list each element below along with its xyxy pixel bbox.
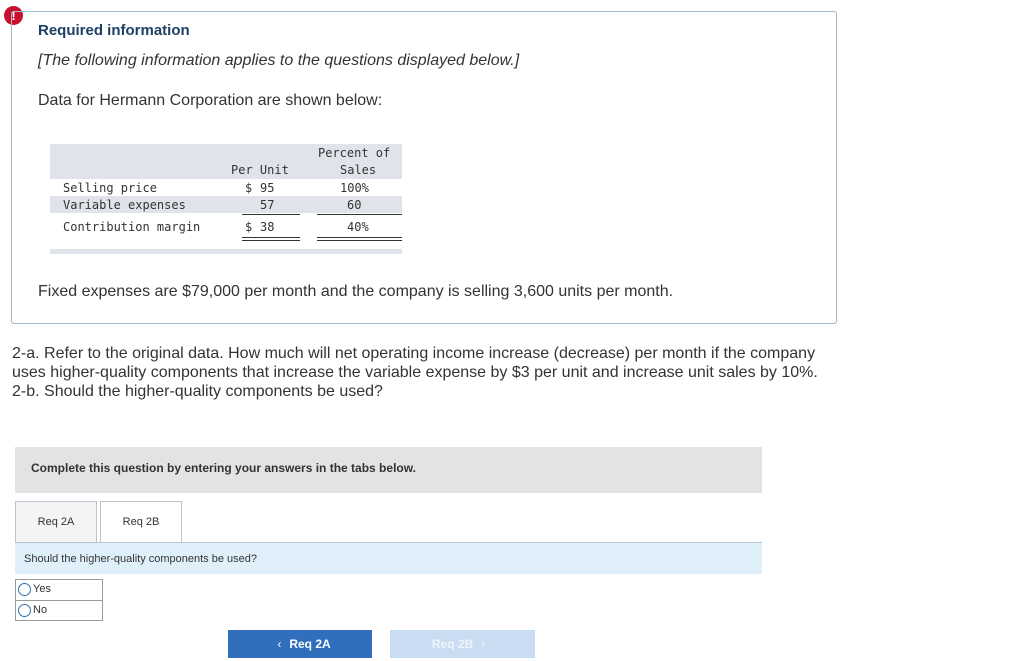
selling-price-per-unit: 95 <box>260 181 275 195</box>
question-text <box>12 344 832 401</box>
selling-price-sign: $ <box>245 181 253 195</box>
total-double-rule <box>242 237 300 238</box>
next-req-button[interactable] <box>390 630 535 658</box>
prev-req-label: Req 2A <box>289 637 331 651</box>
data-intro: Data for Hermann Corporation are shown below: <box>38 92 383 109</box>
subtotal-rule <box>242 214 300 215</box>
header-per-unit: Per Unit <box>231 163 289 177</box>
radio-button-icon[interactable] <box>18 604 31 617</box>
variable-expenses-percent: 60 <box>347 198 362 212</box>
radio-button-icon[interactable] <box>18 583 31 596</box>
total-double-rule <box>317 240 402 241</box>
alert-icon: ! <box>4 6 23 25</box>
option-no[interactable] <box>16 600 102 621</box>
contribution-margin-percent: 40% <box>347 220 369 234</box>
financial-data-table <box>50 144 402 254</box>
instruction-text: Complete this question by entering your answers in the tabs below. <box>31 461 416 475</box>
contribution-margin-sign: $ <box>245 220 253 234</box>
option-yes[interactable] <box>16 580 102 600</box>
question-prompt-bar <box>15 543 762 574</box>
question-part-a: 2-a. Refer to the original data. How much will net operating income increase (decrease) per month if the company uses higher-quality components that increase the variable expense by $3 per unit and increase unit sales by 10%. <box>12 345 818 381</box>
question-prompt: Should the higher-quality components be used? <box>24 553 257 565</box>
tab-req-2b[interactable]: Req 2B <box>100 501 182 542</box>
row-label-contribution-margin: Contribution margin <box>63 220 201 234</box>
header-percent-line2: Sales <box>340 163 377 177</box>
prev-req-button[interactable] <box>228 630 372 658</box>
option-no-label[interactable]: No <box>33 604 48 616</box>
row-label-selling-price: Selling price <box>63 181 157 195</box>
next-req-label: Req 2B <box>431 637 474 651</box>
chevron-right-icon: › <box>481 637 486 651</box>
instruction-bar <box>15 447 762 493</box>
contribution-margin-per-unit: 38 <box>260 220 275 234</box>
chevron-left-icon: ‹ <box>277 637 282 651</box>
total-double-rule <box>242 240 300 241</box>
total-double-rule <box>317 237 402 238</box>
variable-expenses-per-unit: 57 <box>260 198 275 212</box>
header-percent-line1: Percent of <box>318 146 391 160</box>
tab-req-2a[interactable]: Req 2A <box>15 501 97 542</box>
table-bottom-bar <box>50 249 402 254</box>
question-part-b: 2-b. Should the higher-quality components be used? <box>12 383 383 400</box>
subtotal-rule <box>317 214 402 215</box>
answer-options <box>15 579 103 621</box>
info-title: Required information <box>38 22 190 39</box>
info-note: [The following information applies to the questions displayed below.] <box>38 52 520 69</box>
fixed-expenses-text: Fixed expenses are $79,000 per month and the company is selling 3,600 units per month. <box>38 283 674 300</box>
selling-price-percent: 100% <box>340 181 369 195</box>
row-label-variable-expenses: Variable expenses <box>63 198 186 212</box>
option-yes-label[interactable]: Yes <box>33 583 51 595</box>
